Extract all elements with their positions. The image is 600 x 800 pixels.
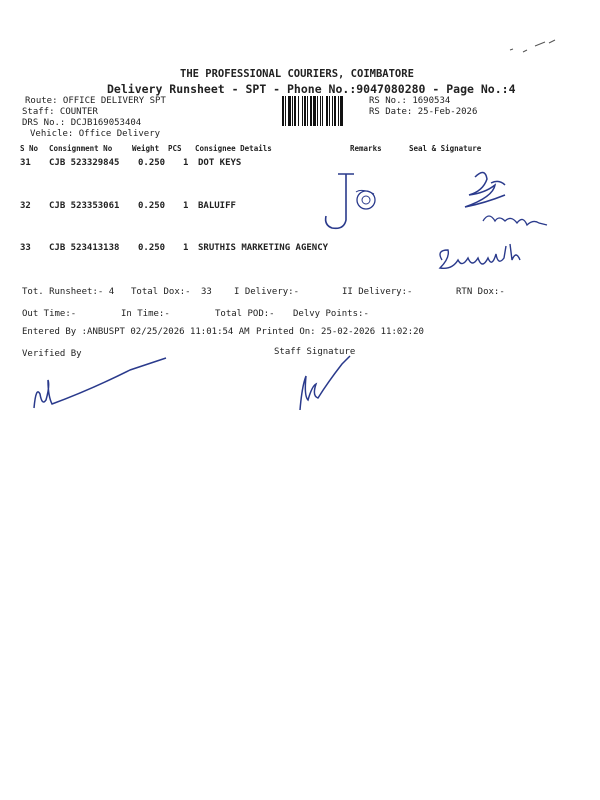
row-weight: 0.250 (138, 201, 166, 211)
verified-by-signature (30, 356, 170, 416)
row-consignee: DOT KEYS (198, 158, 242, 168)
runsheet-subtitle: Delivery Runsheet - SPT - Phone No.:9047080280 - Page No.:4 (107, 82, 516, 96)
staff-signature-mark (294, 356, 354, 416)
rs-number: RS No.: 1690534 (369, 96, 451, 106)
row-sno: 33 (20, 243, 31, 253)
row-consignee: SRUTHIS MARKETING AGENCY (198, 243, 329, 253)
row-sno: 32 (20, 201, 31, 211)
row-pcs: 1 (183, 201, 189, 211)
delvy-points: Delvy Points:- (293, 309, 369, 319)
signature-dot-keys (455, 165, 555, 235)
row-sno: 31 (20, 158, 31, 168)
col-consignment: Consignment No (49, 144, 113, 153)
col-pcs: PCS (168, 144, 182, 153)
row-consignment: CJB 523353061 (49, 201, 120, 211)
row-pcs: 1 (183, 158, 189, 168)
route-label: Route: OFFICE DELIVERY SPT (25, 96, 166, 106)
corner-scribble (505, 38, 565, 58)
row-weight: 0.250 (138, 243, 166, 253)
rs-date: RS Date: 25-Feb-2026 (369, 107, 478, 117)
col-seal-signature: Seal & Signature (409, 144, 482, 153)
printed-on: Printed On: 25-02-2026 11:02:20 (256, 327, 424, 337)
row-weight: 0.250 (138, 158, 166, 168)
staff-label: Staff: COUNTER (22, 107, 98, 117)
out-time: Out Time:- (22, 309, 77, 319)
col-consignee: Consignee Details (195, 144, 272, 153)
col-remarks: Remarks (350, 144, 382, 153)
ii-delivery: II Delivery:- (342, 287, 413, 297)
in-time: In Time:- (121, 309, 170, 319)
total-dox-value: 33 (201, 287, 212, 297)
verified-by-label: Verified By (22, 349, 82, 359)
barcode-image (282, 96, 366, 126)
i-delivery: I Delivery:- (234, 287, 300, 297)
col-weight: Weight (132, 144, 160, 153)
vehicle-label: Vehicle: Office Delivery (30, 129, 161, 139)
tot-runsheet: Tot. Runsheet:- 4 (22, 287, 115, 297)
row-consignment: CJB 523413138 (49, 243, 120, 253)
col-sno: S No (20, 144, 39, 153)
company-title: THE PROFESSIONAL COURIERS, COIMBATORE (180, 68, 414, 80)
rtn-dox: RTN Dox:- (456, 287, 505, 297)
row-consignment: CJB 523329845 (49, 158, 120, 168)
drs-number: DRS No.: DCJB169053404 (22, 118, 142, 128)
entered-by: Entered By :ANBUSPT 02/25/2026 11:01:54 AM (22, 327, 250, 337)
remarks-stamp-mark (318, 168, 388, 236)
row-consignee: BALUIFF (198, 201, 236, 211)
staff-signature-label: Staff Signature (274, 347, 356, 357)
row-pcs: 1 (183, 243, 189, 253)
total-dox-label: Total Dox:- (131, 287, 191, 297)
total-pod: Total POD:- (215, 309, 275, 319)
signature-sruthis (432, 240, 522, 280)
